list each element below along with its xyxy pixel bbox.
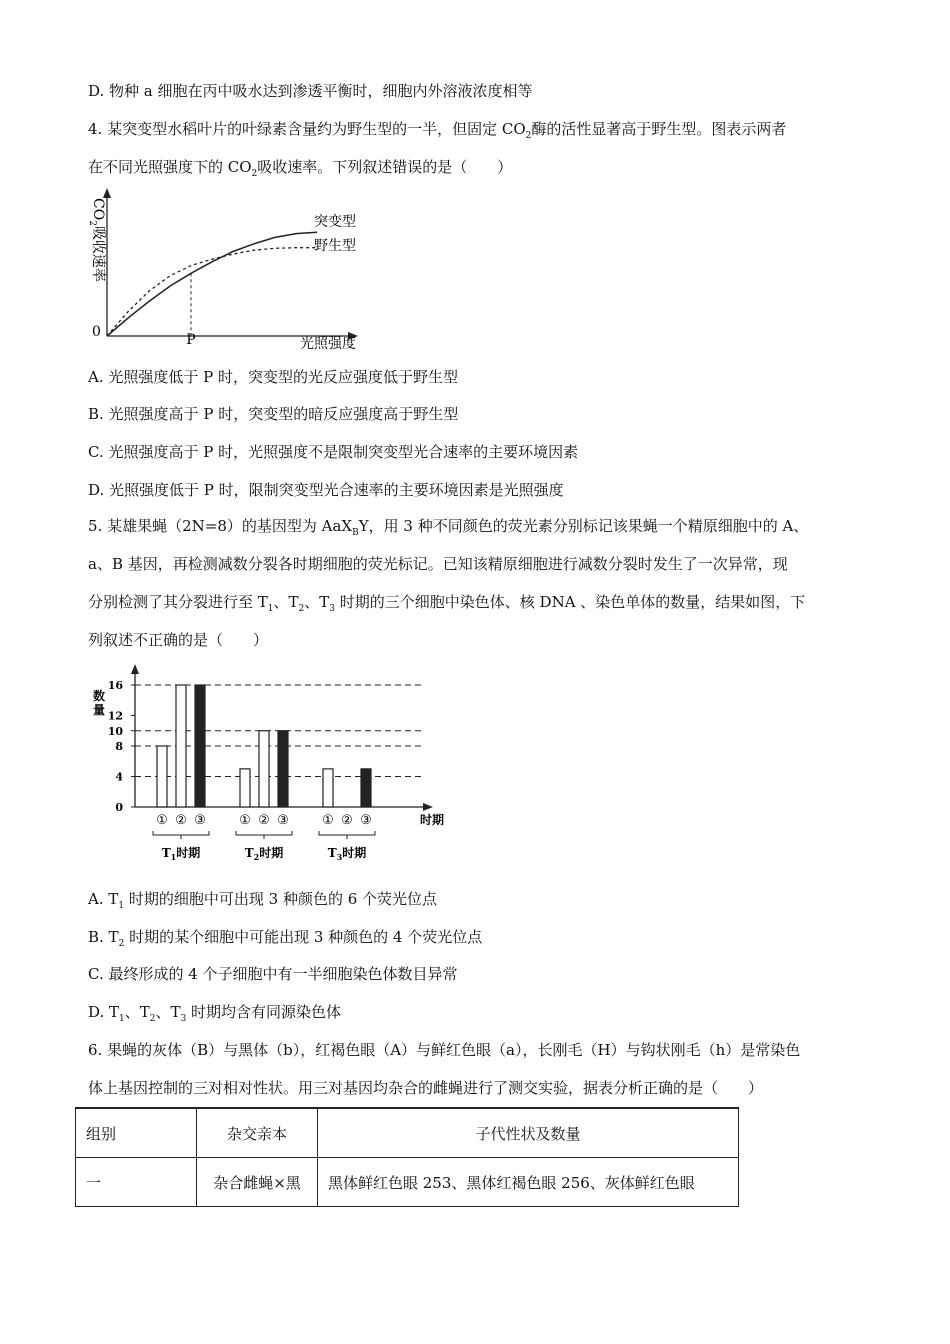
group-bracket — [153, 831, 209, 835]
wildtype-curve — [107, 248, 317, 336]
q4-stem-line1: 4. 某突变型水稻叶片的叶绿素含量约为野生型的一半，但固定 $CO_2$酶的活性显著高于野生型。图表示两者 — [88, 120, 787, 141]
bar — [195, 685, 205, 807]
group-label: $T_3$时期 — [327, 846, 367, 862]
bar — [157, 746, 167, 807]
bar — [278, 731, 288, 807]
q4-option-a: A. 光照强度低于 P 时，突变型的光反应强度低于野生型 — [88, 368, 458, 386]
y-axis-arrow — [103, 188, 111, 198]
svg-text:CO2吸收速率: $CO_2$吸收速率 — [87, 198, 106, 282]
bar — [361, 769, 371, 807]
y-axis-arrow — [131, 664, 139, 674]
bar-index-label: ③ — [360, 813, 372, 828]
y-tick-label: 8 — [115, 740, 123, 753]
bar-index-label: ② — [341, 813, 353, 828]
q5-stem-line1: 5. 某雄果蝇（2N=8）的基因型为 AaX$_B$Y，用 3 种不同颜色的荧光素分别标记该果蝇一个精原细胞中的 A、 — [88, 517, 809, 538]
table-cell: 一 — [76, 1158, 197, 1207]
table-cell: 杂合雌蝇×黑 — [197, 1158, 318, 1207]
bar-index-label: ② — [258, 813, 270, 828]
group-label: $T_2$时期 — [244, 846, 284, 862]
q5-option-d: D. $T_1$、$T_2$、$T_3$ 时期均含有同源染色体 — [88, 1003, 342, 1024]
co2-line-chart — [80, 188, 380, 360]
p-tick-label: P — [186, 332, 196, 348]
table-header-row — [76, 1108, 739, 1158]
mutant-curve — [107, 232, 317, 336]
q5-option-b: B. $T_2$ 时期的某个细胞中可能出现 3 种颜色的 4 个荧光位点 — [88, 928, 483, 949]
q4-stem-line2: 在不同光照强度下的 $CO_2$吸收速率。下列叙述错误的是（ ） — [88, 158, 513, 179]
q5-stem-line2: a、B 基因，再检测减数分裂各时期细胞的荧光标记。已知该精原细胞进行减数分裂时发生了一次异常，现 — [88, 555, 788, 573]
q5-option-c: C. 最终形成的 4 个子细胞中有一半细胞染色体数目异常 — [88, 965, 458, 983]
y-tick-label: 0 — [115, 801, 123, 814]
x-axis-arrow — [423, 803, 433, 811]
group-bracket — [319, 831, 375, 835]
q6-stem-line1: 6. 果蝇的灰体（B）与黑体（b），红褐色眼（A）与鲜红色眼（a），长刚毛（H）与钩状刚毛（h）是常染色 — [88, 1041, 801, 1059]
bar — [323, 769, 333, 807]
y-axis-label — [87, 198, 107, 282]
bar-index-label: ① — [322, 813, 334, 828]
y-tick-label: 12 — [107, 709, 123, 723]
bar-index-label: ② — [175, 813, 187, 828]
origin-label: 0 — [92, 324, 101, 340]
y-tick-label: 16 — [107, 679, 123, 692]
bar — [176, 685, 186, 807]
bar-chart — [85, 662, 455, 874]
y-axis-label-char: 量 — [93, 703, 106, 717]
x-axis-label: 光照强度 — [300, 336, 356, 352]
y-tick-label: 10 — [107, 724, 123, 738]
q6-stem-line2: 体上基因控制的三对相对性状。用三对基因均杂合的雌蝇进行了测交实验，据表分析正确的是（ ） — [88, 1079, 764, 1097]
group-label: $T_1$时期 — [161, 846, 201, 862]
bar — [240, 769, 250, 807]
x-axis-label: 时期 — [420, 813, 445, 827]
table-cell: 黑体鲜红色眼 253、黑体红褐色眼 256、灰体鲜红色眼 — [318, 1158, 739, 1207]
bar-index-label: ③ — [194, 813, 206, 828]
q5-option-a: A. $T_1$ 时期的细胞中可出现 3 种颜色的 6 个荧光位点 — [88, 890, 438, 911]
y-axis-label-char: 数 — [93, 689, 106, 703]
bar — [259, 731, 269, 807]
q5-stem-line4: 列叙述不正确的是（ ） — [88, 631, 269, 649]
bar-index-label: ① — [239, 813, 251, 828]
q4-option-d: D. 光照强度低于 P 时，限制突变型光合速率的主要环境因素是光照强度 — [88, 481, 564, 499]
q3-option-d: D. 物种 a 细胞在丙中吸水达到渗透平衡时，细胞内外溶液浓度相等 — [88, 82, 533, 100]
q5-stem-line3: 分别检测了其分裂进行至 $T_1$、$T_2$、$T_3$ 时期的三个细胞中染色体、核 DNA 、染色单体的数量，结果如图，下 — [88, 593, 806, 614]
q4-option-c: C. 光照强度高于 P 时，光照强度不是限制突变型光合速率的主要环境因素 — [88, 443, 579, 461]
mutant-legend: 突变型 — [314, 214, 356, 230]
group-bracket — [236, 831, 292, 835]
table-row — [76, 1158, 739, 1207]
wildtype-legend: 野生型 — [314, 238, 356, 254]
table-header-cell: 子代性状及数量 — [318, 1108, 739, 1158]
y-tick-label: 4 — [115, 770, 123, 784]
bar-index-label: ① — [156, 813, 168, 828]
q6-table — [75, 1107, 739, 1207]
bar-index-label: ③ — [277, 813, 289, 828]
q4-option-b: B. 光照强度高于 P 时，突变型的暗反应强度高于野生型 — [88, 405, 459, 423]
table-header-cell: 组别 — [76, 1108, 197, 1158]
table-header-cell: 杂交亲本 — [197, 1108, 318, 1158]
